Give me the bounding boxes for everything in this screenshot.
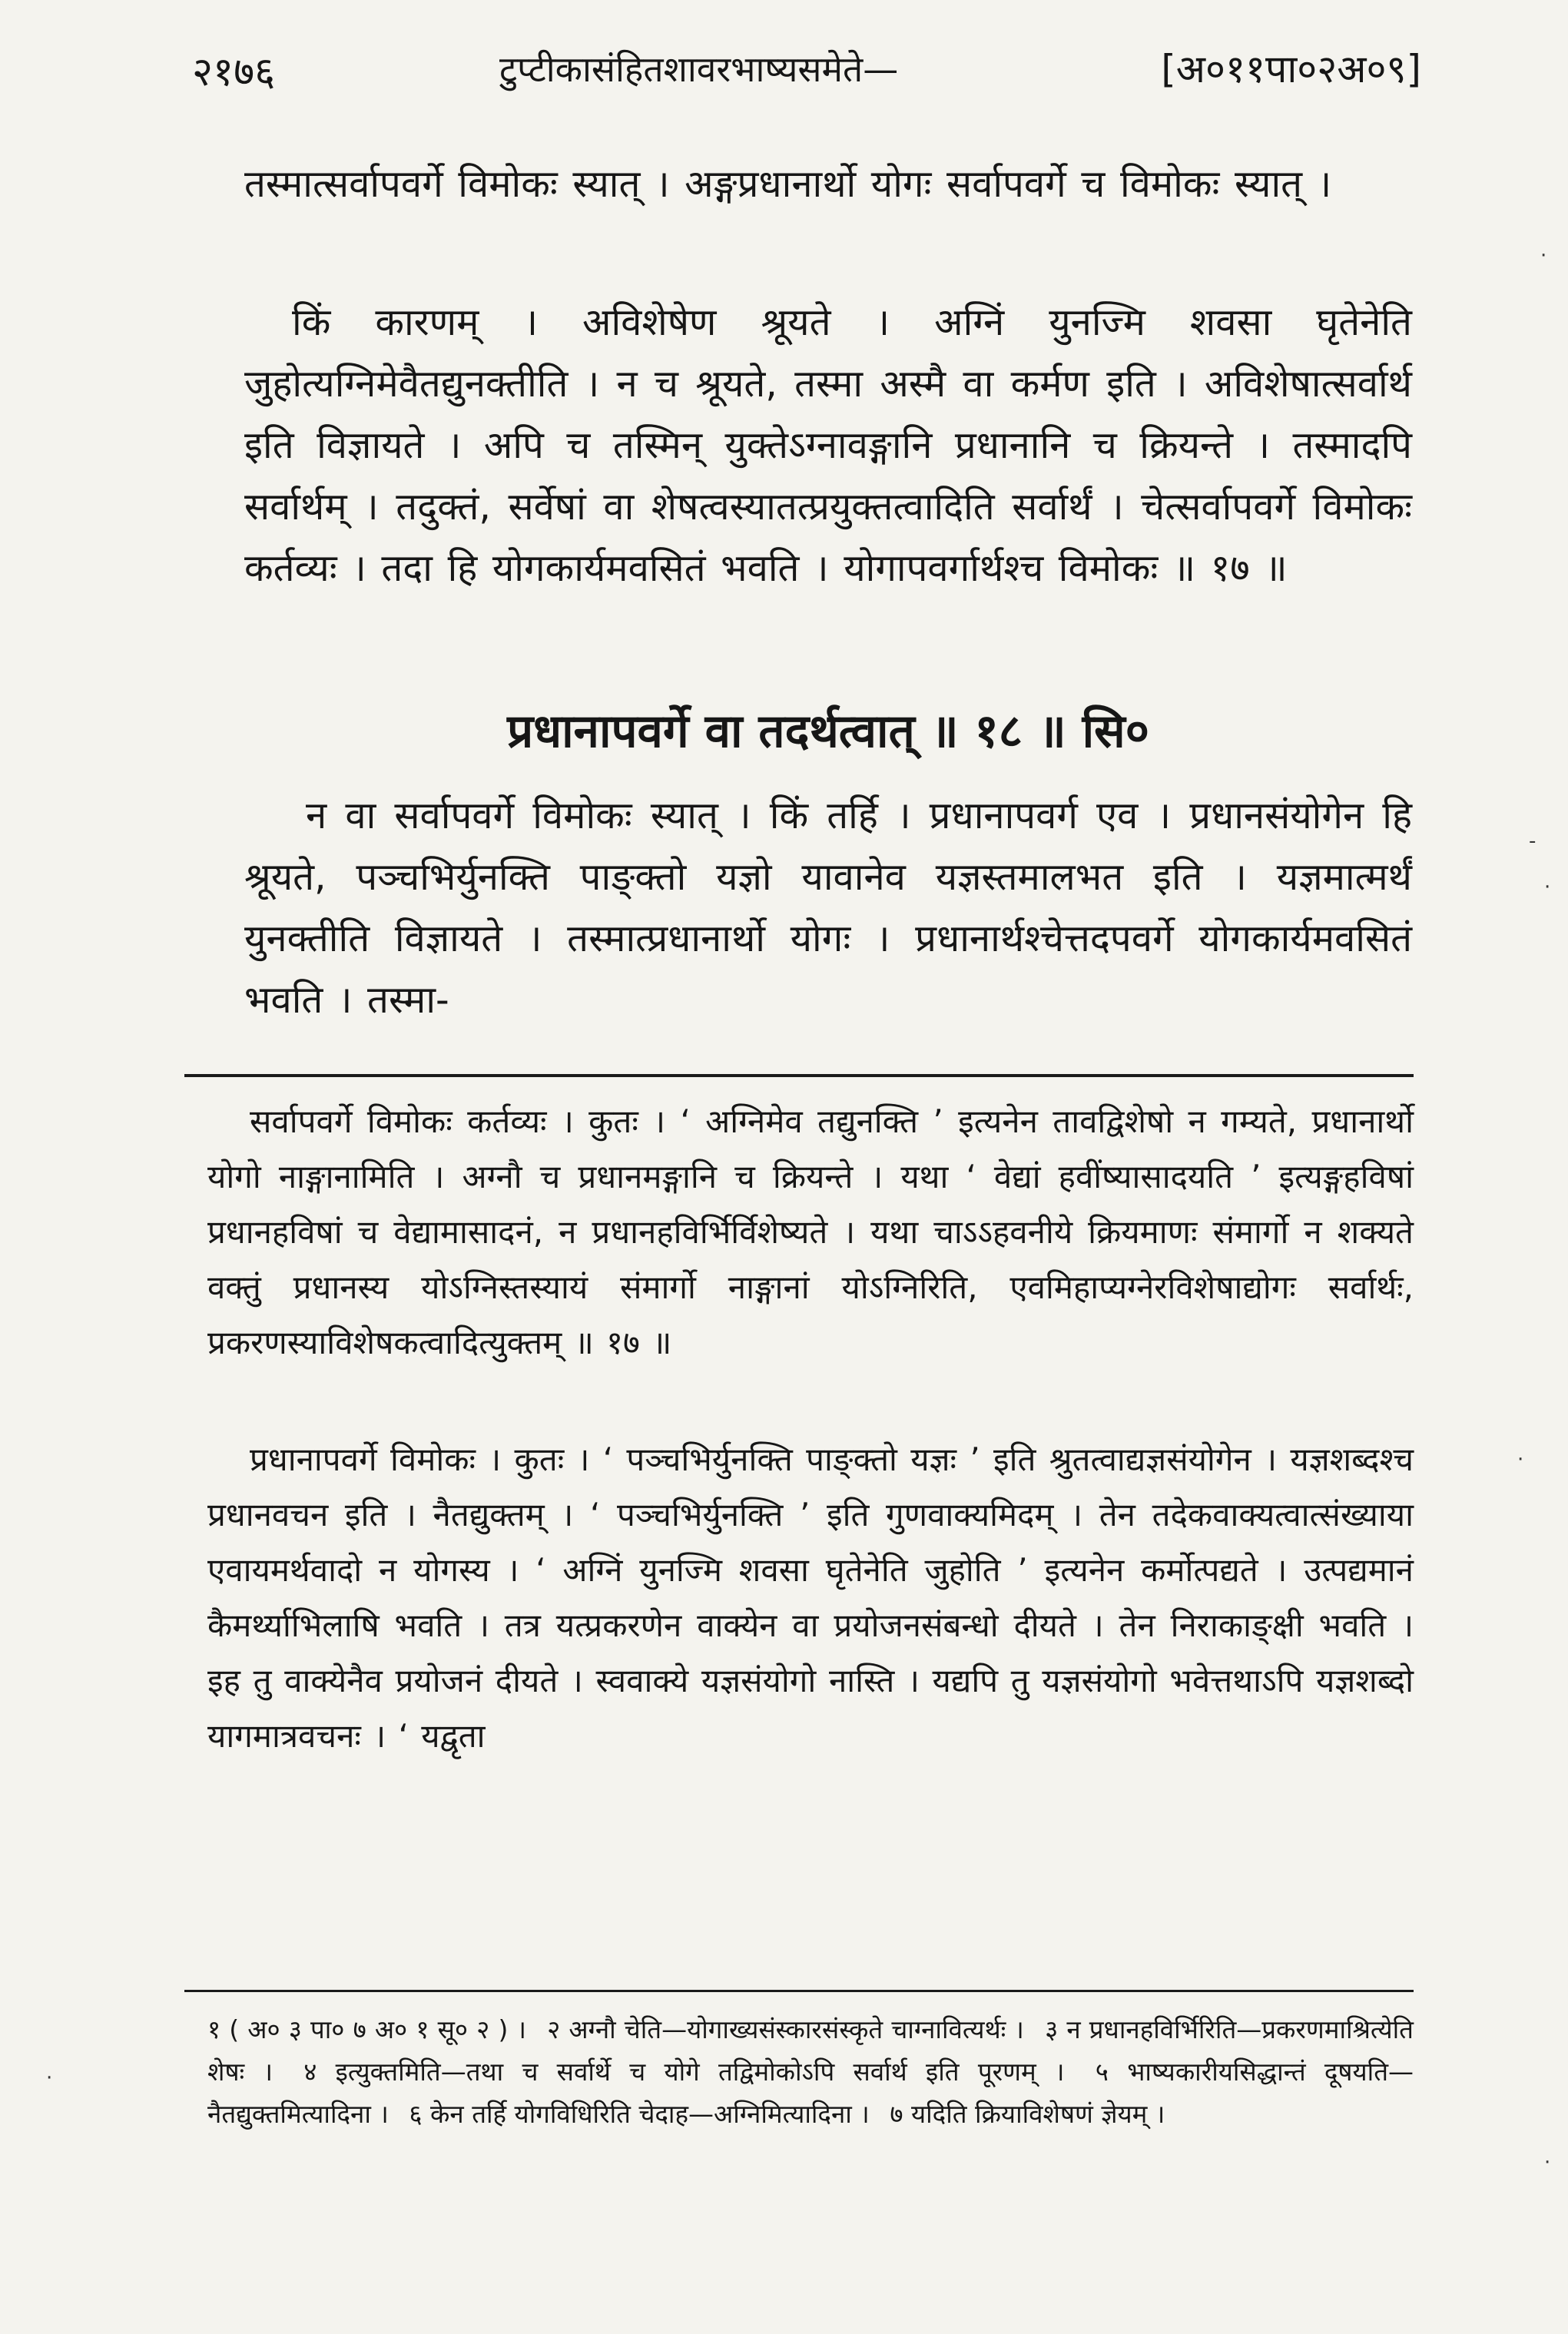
scan-speck: · (1544, 876, 1551, 899)
page-number: २१७६ (192, 49, 276, 95)
sutra-heading: प्रधानापवर्गे वा तदर्थत्वात् ॥ १८ ॥ सि० (507, 705, 1149, 758)
commentary-paragraph-1: सर्वापवर्गे विमोकः कर्तव्यः । कुतः । ‘ अग्निमेव तद्युनक्ति ’ इत्यनेन तावद्विशेषो न गम्यते, प्रधानार्थो योगो नाङ्गानामिति । अग्नौ च प्रधानमङ्गानि च क्रियन्ते । यथा ‘ वेद्यां हवींष्यासादयति ’ इत्यङ्गहविषां प्रधानहविषां च वेद्यामासादनं, न प्रधानहविर्भिर्विशेष्यते । यथा चाऽऽहवनीये क्रियमाणः संमार्गो न शक्यते वक्तुं प्रधानस्य योऽग्निस्तस्यायं संमार्गो नाङ्गानां योऽग्निरिति, एवमिहाप्यग्नेरविशेषाद्योगः सर्वार्थः, प्रकरणस्याविशेषकत्वादित्युक्तम् ॥ १७ ॥ (207, 1102, 1414, 1361)
bhashya-paragraph-3: न वा सर्वापवर्गे विमोकः स्यात् । किं तर्हि । प्रधानापवर्ग एव । प्रधानसंयोगेन हि श्रूयते, पञ्चभिर्युनक्ति पाङ्क्तो यज्ञो यावानेव यज्ञस्तमालभत इति । यज्ञमात्मर्थं युनक्तीति विज्ञायते । तस्मात्प्रधानार्थो योगः । प्रधानार्थश्चेत्तदपवर्गे योगकार्यमवसितं भवति । तस्मा- (244, 794, 1412, 1022)
scan-speck: · (1540, 244, 1547, 267)
footnote-divider (184, 1990, 1414, 1992)
scan-speck: · (1517, 1448, 1524, 1471)
footnote: ६ केन तर्हि योगविधिरिति चेदाह—अग्निमित्यादिना । (409, 2099, 870, 2129)
footnote: ७ यदिति क्रियाविशेषणं ज्ञेयम् । (890, 2099, 1165, 2129)
scan-speck: - (1529, 830, 1537, 853)
bhashya-paragraph-2: किं कारणम् । अविशेषेण श्रूयते । अग्निं युनज्मि शवसा घृतेनेति जुहोत्यग्निमेवैतद्युनक्तीति । न च श्रूयते, तस्मा अस्मै वा कर्मण इति । अविशेषात्सर्वार्थ इति विज्ञायते । अपि च तस्मिन् युक्तेऽग्नावङ्गानि प्रधानानि च क्रियन्ते । तस्मादपि सर्वार्थम् । तदुक्तं, सर्वेषां वा शेषत्वस्यातत्प्रयुक्तत्वादिति सर्वार्थं । चेत्सर्वापवर्गे विमोकः कर्तव्यः । तदा हि योगकार्यमवसितं भवति । योगापवर्गार्थश्च विमोकः ॥ १७ ॥ (244, 300, 1412, 590)
scan-speck: · (46, 2067, 53, 2090)
page-header (192, 37, 1421, 106)
commentary-paragraph-2: प्रधानापवर्गे विमोकः । कुतः । ‘ पञ्चभिर्युनक्ति पाङ्क्तो यज्ञः ’ इति श्रुतत्वाद्यज्ञसंयोगेन । यज्ञशब्दश्च प्रधानवचन इति । नैतद्युक्तम् । ‘ पञ्चभिर्युनक्ति ’ इति गुणवाक्यमिदम् । तेन तदेकवाक्यत्वात्संख्याया एवायमर्थवादो न योगस्य । ‘ अग्निं युनज्मि शवसा घृतेनेति जुहोति ’ इत्यनेन कर्मोत्पद्यते । उत्पद्यमानं कैमर्थ्याभिलाषि भवति । तत्र यत्प्रकरणेन वाक्येन वा प्रयोजनसंबन्धो दीयते । तेन निराकाङ्क्षी भवति । इह तु वाक्येनैव प्रयोजनं दीयते । स्ववाक्ये यज्ञसंयोगो नास्ति । यद्यपि तु यज्ञसंयोगो भवेत्तथाऽपि यज्ञशब्दो यागमात्रवचनः । ‘ यद्वृता (207, 1441, 1414, 1755)
footnote: २ अग्नौ चेति—योगाख्यसंस्कारसंस्कृते चाग्नावित्यर्थः । (547, 2014, 1024, 2044)
footnotes (207, 2008, 1414, 2135)
section-reference: [अ०११पा०२अ०९] (1161, 47, 1421, 91)
footnote: १ ( अ० ३ पा० ७ अ० १ सू० २ ) । (207, 2014, 526, 2044)
footnote: ५ भाष्यकारीयसिद्धान्तं दूषयति—नैतद्युक्तमित्यादिना । (207, 2057, 1414, 2129)
running-title: टुप्टीकासंहितशावरभाष्यसमेते— (499, 48, 899, 90)
bhashya-paragraph-1: तस्मात्सर्वापवर्गे विमोकः स्यात् । अङ्गप्रधानार्थो योगः सर्वापवर्गे च विमोकः स्यात् । (244, 162, 1332, 206)
scan-speck: · (1544, 2151, 1551, 2174)
section-divider (184, 1074, 1414, 1077)
footnote: ३ न प्रधानहविर्भिरिति—प्रकरणमाश्रित्येति शेषः । (207, 2014, 1414, 2087)
footnote: ४ इत्युक्तमिति—तथा च सर्वार्थे च योगे तद्विमोकोऽपि सर्वार्थ इति पूरणम् । (303, 2057, 1065, 2087)
